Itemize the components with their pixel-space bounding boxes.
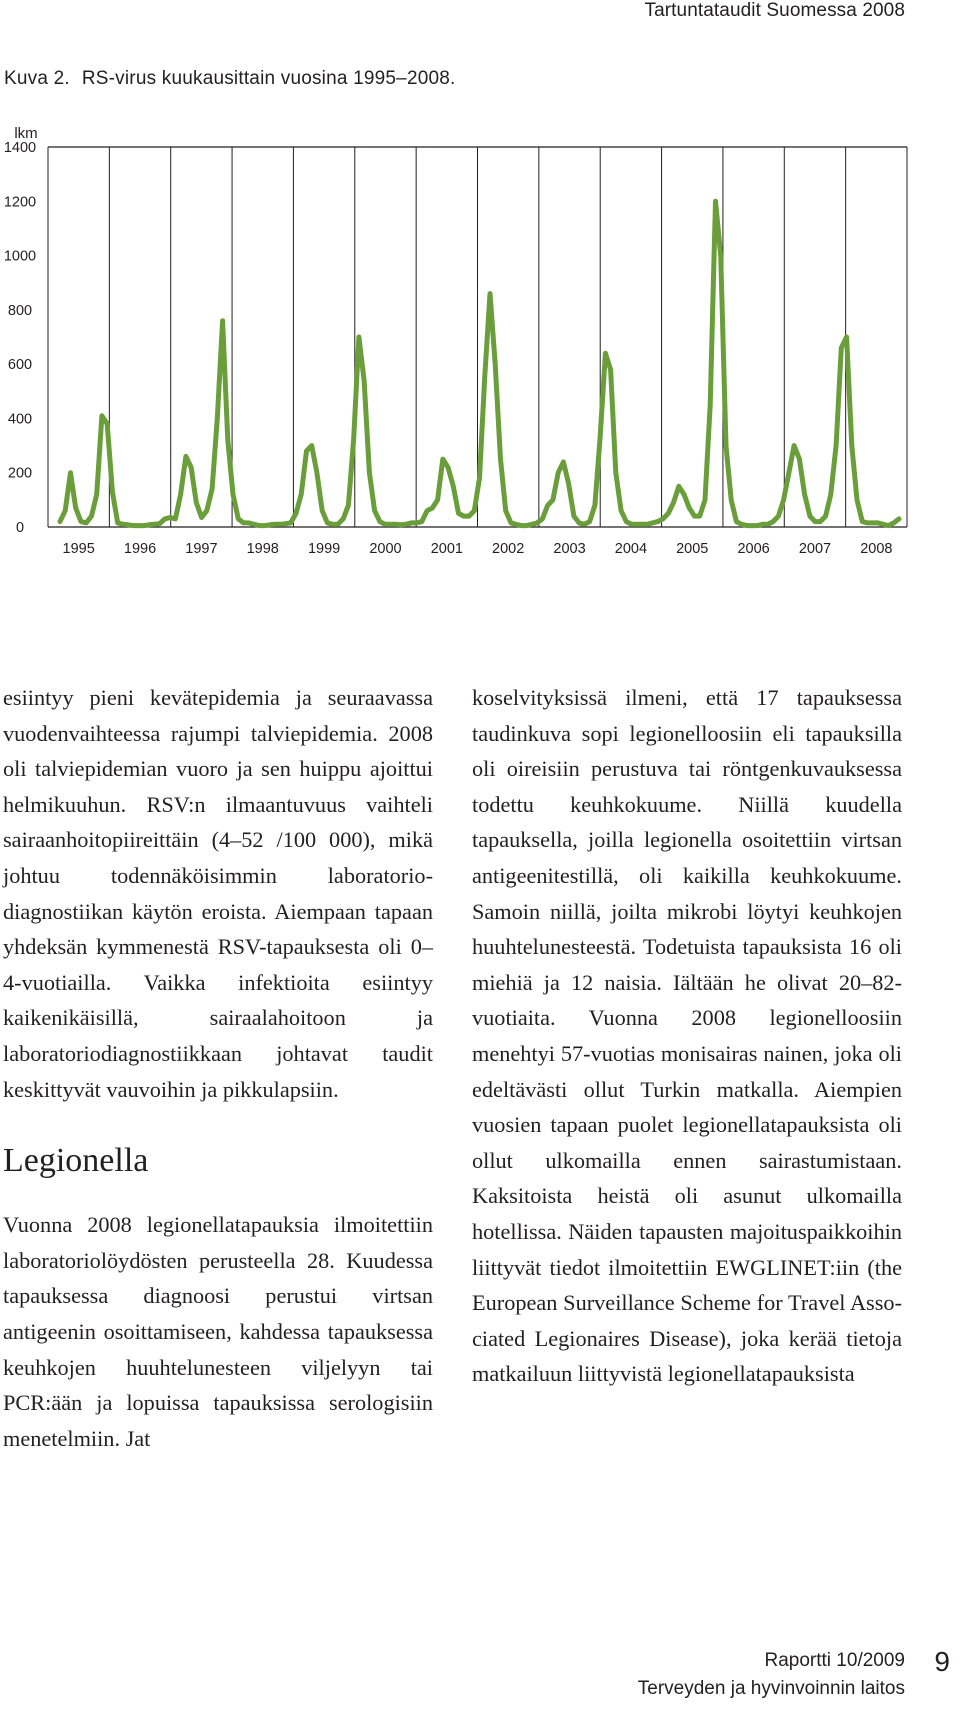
chart-x-tick-label: 2006 <box>737 541 770 557</box>
left-text-column <box>3 680 433 1456</box>
chart-x-tick-label: 1997 <box>185 541 218 557</box>
chart-y-tick-label: 1400 <box>3 140 37 156</box>
chart-x-tick-label: 1999 <box>307 541 341 557</box>
chart-x-tick-label: 2005 <box>676 541 709 557</box>
right-text-column <box>472 680 902 1392</box>
chart-x-tick-label: 1995 <box>62 541 95 557</box>
chart-series-group <box>60 201 899 525</box>
chart-y-tick-label: 200 <box>7 465 33 482</box>
chart-x-tick-label: 2003 <box>553 541 586 557</box>
chart-x-tick-label: 2007 <box>798 541 832 557</box>
chart-x-tick-label: 2004 <box>614 541 648 557</box>
chart-y-tick-label: 0 <box>15 520 25 536</box>
figure-caption <box>4 68 456 90</box>
left-paragraph-legionella: Vuonna 2008 legionellatapauksia ilmoitettiin laboratoriolöydösten perusteella 28. Kuudessa tapauksessa diagnoosi perustui virtsan antigeenin osoittamiseen, kahdessa tapauksessa keuhkojen huuhtelunesteen viljelyyn tai PCR:ään ja lopuissa tapauksissa serologisiin menetelmiin. Jat <box>3 1212 433 1451</box>
chart-x-tick-label: 2002 <box>492 541 525 557</box>
figure-caption-label: Kuva 2. <box>4 68 70 89</box>
page-footer <box>638 1647 905 1703</box>
chart-y-tick-label: 800 <box>7 302 33 319</box>
chart-series-line <box>60 201 899 525</box>
chart-y-tick-label: 400 <box>7 411 33 428</box>
chart-y-axis-label: lkm <box>14 125 38 142</box>
chart-x-tick-labels <box>63 541 893 557</box>
footer-institute: Terveyden ja hyvinvoinnin laitos <box>637 1678 905 1699</box>
rsv-monthly-chart <box>0 120 960 630</box>
footer-report: Raportti 10/2009 <box>764 1650 905 1671</box>
page-number: 9 <box>934 1646 950 1677</box>
chart-x-tick-label: 1996 <box>123 541 157 557</box>
figure-caption-text: RS-virus kuukausittain vuosina 1995–2008. <box>81 68 456 89</box>
section-heading-legionella: Legionella <box>3 1142 149 1180</box>
right-paragraph-legionella: koselvityksissä ilmeni, että 17 tapauksessa taudinkuva sopi legionelloosiin eli tapauksilla oli oireisiin perustuva tai röntgenkuvauksessa todettu keuhkokuume. Niillä kuudella tapauksella, joilla legionella osoitettiin virtsan antigeenitestillä, oli kaikilla keuhkokuume. Samoin niillä, joilta mikrobi löytyi keuhkojen huuhtelunesteestä. Todetuista tapauksista 16 oli miehiä ja 12 naisia. Iältään he olivat 20–82-vuotiaita. Vuonna 2008 legionelloosiin menehtyi 57-vuotias monisairas nainen, joka oli edeltävästi ollut Turkin matkalla. Aiempien vuosien tapaan puolet legionellatapauksista oli ollut ulkomailla ennen sairastumistaan. Kaksitoista heistä oli asunut ulkomailla hotellissa. Näiden tapausten majoituspaikkoihin liittyvät tiedot ilmoitettiin EWGLINET:iin (the European Surveillance Scheme for Travel Associated Legionaires Disease), joka kerää tietoja matkailuun liittyvistä legionellatapauksista <box>472 685 902 1387</box>
chart-y-tick-label: 1000 <box>3 248 37 265</box>
running-header: Tartuntataudit Suomessa 2008 <box>644 0 905 21</box>
chart-y-tick-label: 1200 <box>3 194 37 211</box>
chart-y-tick-labels <box>4 140 36 536</box>
chart-x-tick-label: 2008 <box>860 541 893 557</box>
chart-x-tick-label: 2000 <box>369 541 402 557</box>
chart-x-tick-label: 1998 <box>246 541 279 557</box>
chart-y-tick-label: 600 <box>7 357 33 374</box>
chart-x-tick-label: 2001 <box>430 541 463 557</box>
left-paragraph-rsv: esiintyy pieni kevätepidemia ja seuraavassa vuodenvaihteessa rajumpi talviepidemia. 2008 oli talviepidemian vuoro ja sen huippu ajoittui helmikuuhun. RSV:n ilmaantuvuus vaihteli sairaanhoitopiireittäin (4–52 /100 000), mikä johtuu todennäköisimmin laboratoriodiagnostiikan käytön eroista. Aiempaan tapaan yhdeksän kymmenestä RSV-tapauksesta oli 0–4-vuotiailla. Vaikka infektioita esiintyy kaikenikäisillä, sairaalahoitoon ja laboratoriodiagnostiikkaan johtavat taudit keskittyvät vauvoihin ja pikkulapsiin. <box>3 685 433 1102</box>
